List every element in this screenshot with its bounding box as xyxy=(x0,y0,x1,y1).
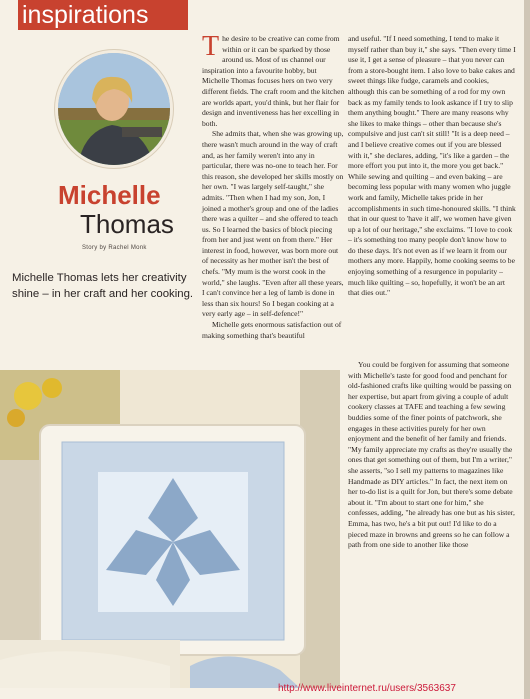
article-paragraph: You could be forgiven for assuming that someone with Michelle's taste for good food and penchant for old-fashioned crafts like quilting would be passing on her expertise, but apart from giving a couple of adult cookery classes at TAFE and teaching a few sewing buddies some of the finer points of patchwork, she engages in these activities purely for her own enjoyment and the benefit of her family and friends. "My family appreciate my crafts as they're usually the ones that get something out of them, but I'm a writer," she asserts, "so I sell my patterns to magazines like Handmade as DIY articles." In fact, the next item on her to-do list is a quilt for Jon, but there's some debate about it. "I'm about to start one for him," she confesses, adding, "he already has one but as his sister, Emma, has two, he's a bit put out! I'd like to do a pieced maze in browns and greens so he can follow a path from one side to another like those xyxy=(348,360,515,550)
article-paragraph xyxy=(202,31,345,129)
article-paragraph: Michelle gets enormous satisfaction out of making something that's beautiful xyxy=(202,320,342,340)
quilted-cushion-photo xyxy=(0,370,340,688)
article-column-2 xyxy=(348,34,516,299)
dropcap: T xyxy=(202,31,220,62)
profile-last-name: Thomas xyxy=(80,209,174,239)
portrait-photo xyxy=(55,50,173,168)
page-edge xyxy=(524,0,530,699)
article-column-3 xyxy=(348,360,516,551)
article-column-1 xyxy=(202,31,345,341)
article-paragraph: and useful. "If I need something, I tend to make it myself rather than buy it," she says. "Then every time I use it, I get a sense of pleasure – that you never can from a store-bought item. I also love to bake cakes and sweet things like fudge, caramels and cookies, although this can be something of a rod for my own back as my family tends to look askance if I try to slip them anything bought." There are many reasons why she likes to make things – other than because she's compulsive and just can't sit still! "It is a deep need – and I believe creative comes out if you are blessed with it," she declares, adding, "it's like a garden – the more effort you put into it, the more you get back." While sewing and quilting – and even baking – are becoming less popular with many women who juggle work and family, Michelle takes pride in her accomplishments in such time-honoured skills. "I think that in our quest to 'have it all', we women have given up a lot of our heritage," she exclaims. "I love to cook – it's something too many people don't know how to do these days. It's not even as if we learn it from our mothers any more. Happily, home cooking seems to be enjoying something of a resurgence in popularity – much like quilting – so, hopefully, it won't be an art that dies out." xyxy=(348,34,516,298)
byline: Story by Rachel Monk xyxy=(82,245,147,251)
deck-text: Michelle Thomas lets her creativity shine – in her craft and her cooking. xyxy=(12,272,194,300)
section-title: inspirations xyxy=(22,1,149,29)
cushion-illustration xyxy=(0,370,340,688)
paragraph-text: he desire to be creative can come from within or it can be sparked by those around us. Most of us channel our inspiration into a favourite hobby, but Michelle Thomas focuses hers on two very different fields. The craft room and the kitchen are worlds apart, you'd think, but her flair for design and inventiveness has her excelling in both. xyxy=(202,34,345,128)
watermark-url: http://www.liveinternet.ru/users/3563637 xyxy=(278,683,456,694)
profile-first-name: Michelle xyxy=(58,180,161,210)
portrait-illustration xyxy=(58,53,170,165)
article-paragraph: She admits that, when she was growing up, there wasn't much around in the way of craft and, as her family weren't into any in particular, there was no-one to teach her. For this reason, she developed her skills mostly on her own. "I was largely self-taught," she admits. "Then when I had my son, Jon, I joined a mother's group and one of the ladies there was a quilter – and she offered to teach us. So I learned the basics of block piecing from her and just went on from there." Her interest in food, however, was born more out of necessity as her mother isn't the best of chefs. "My mum is the worst cook in the world," she laughs. "Even after all these years, I can't convince her a leg of lamb is done in less than six hours! So I began cooking at a very early age – in self-defence!" xyxy=(202,129,344,319)
